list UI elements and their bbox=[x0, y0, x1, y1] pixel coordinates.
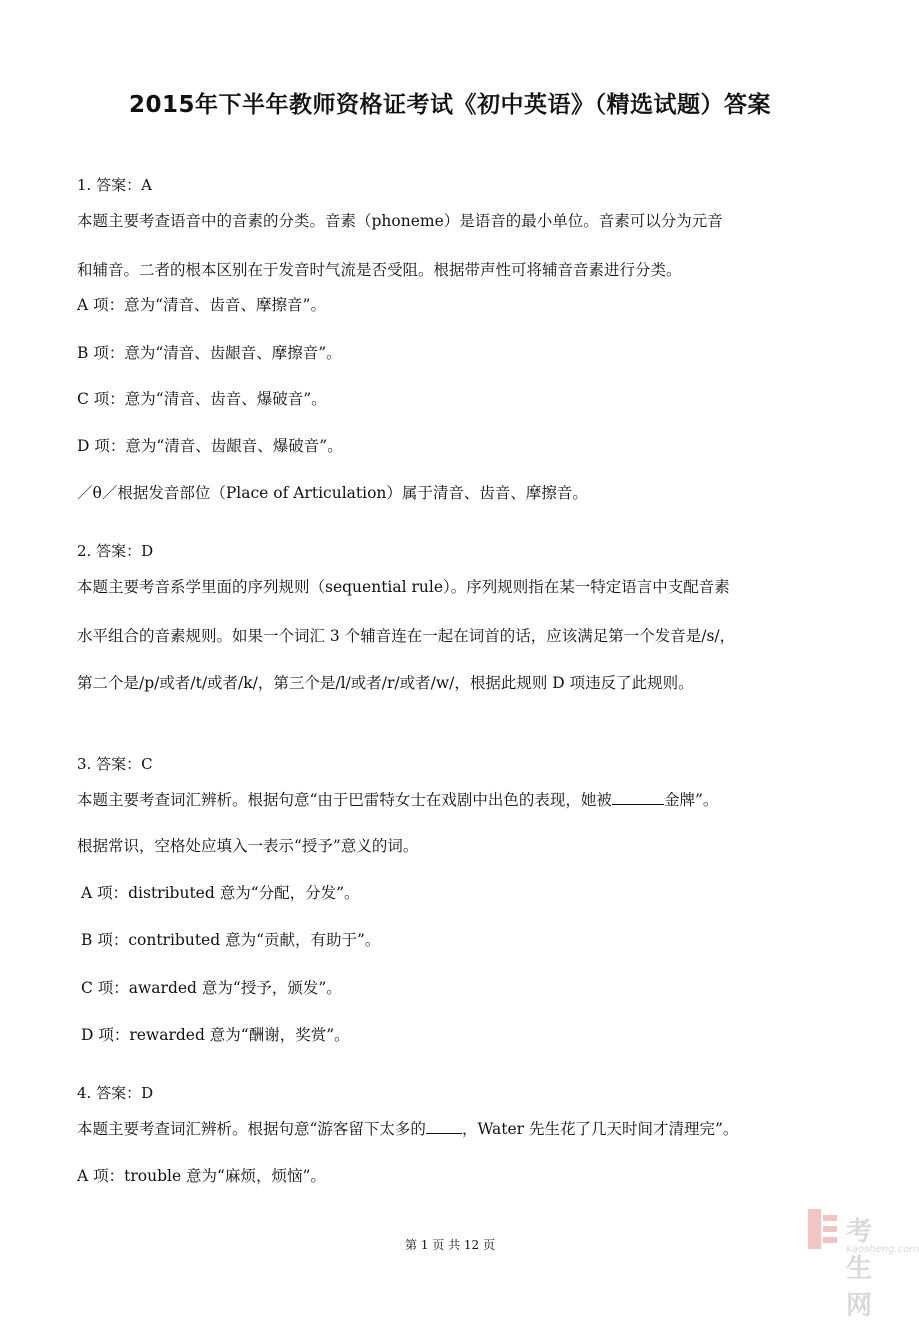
fill-blank bbox=[612, 792, 664, 805]
q1-option-a: A 项：意为“清音、齿音、摩擦音”。 bbox=[77, 296, 326, 314]
q1-option-d: D 项：意为“清音、齿龈音、爆破音”。 bbox=[77, 437, 343, 455]
watermark-url: kaosheng.com bbox=[846, 1244, 919, 1255]
q2-answer-heading: 2. 答案：D bbox=[77, 542, 154, 560]
q3-option-d: D 项：rewarded 意为“酬谢，奖赏”。 bbox=[81, 1026, 350, 1044]
watermark-text: 考生网 bbox=[846, 1217, 874, 1321]
q3-option-c: C 项：awarded 意为“授予，颁发”。 bbox=[81, 979, 342, 997]
q3-sentence-end: 金牌”。 bbox=[663, 791, 719, 809]
q3-sentence-start: 本题主要考查词汇辨析。根据句意“由于巴雷特女士在戏剧中出色的表现，她被 bbox=[77, 791, 612, 809]
document-title: 2015年下半年教师资格证考试《初中英语》（精选试题）答案 bbox=[128, 92, 771, 118]
fill-blank bbox=[426, 1121, 462, 1134]
q4-answer-heading: 4. 答案：D bbox=[77, 1084, 154, 1102]
kaosheng-watermark bbox=[808, 1209, 919, 1321]
page-footer: 第 1 页 共 12 页 bbox=[405, 1238, 495, 1252]
q3-paragraph-line bbox=[77, 788, 718, 810]
q3-option-a: A 项：distributed 意为“分配，分发”。 bbox=[81, 884, 360, 902]
q1-option-b: B 项：意为“清音、齿龈音、摩擦音”。 bbox=[77, 344, 342, 362]
q3-answer-heading: 3. 答案：C bbox=[77, 755, 153, 773]
q3-option-b: B 项：contributed 意为“贡献，有助于”。 bbox=[81, 931, 381, 949]
q4-paragraph-line bbox=[77, 1117, 738, 1139]
q1-paragraph-line: 本题主要考查语音中的音素的分类。音素（phoneme）是语音的最小单位。音素可以分为元音 bbox=[77, 212, 723, 230]
q1-option-c: C 项：意为“清音、齿音、爆破音”。 bbox=[77, 390, 327, 408]
q2-paragraph-line: 本题主要考音系学里面的序列规则（sequential rule）。序列规则指在某一特定语言中支配音素 bbox=[77, 578, 730, 596]
q4-sentence-start: 本题主要考查词汇辨析。根据句意“游客留下太多的 bbox=[77, 1120, 426, 1138]
q1-paragraph-line: 和辅音。二者的根本区别在于发音时气流是否受阻。根据带声性可将辅音音素进行分类。 bbox=[77, 261, 682, 279]
q2-paragraph-line: 第二个是/p/或者/t/或者/k/，第三个是/l/或者/r/或者/w/，根据此规则 D 项违反了此规则。 bbox=[77, 674, 694, 692]
q1-answer-heading: 1. 答案：A bbox=[77, 176, 152, 194]
q4-option-a: A 项：trouble 意为“麻烦，烦恼”。 bbox=[77, 1167, 326, 1185]
q1-note: ／θ／根据发音部位（Place of Articulation）属于清音、齿音、摩擦音。 bbox=[77, 484, 588, 502]
q3-paragraph-line: 根据常识，空格处应填入一表示“授予”意义的词。 bbox=[77, 837, 419, 855]
q4-sentence-end: ，Water 先生花了几天时间才清理完”。 bbox=[461, 1120, 739, 1138]
kaosheng-logo-icon bbox=[808, 1209, 838, 1249]
q2-paragraph-line: 水平组合的音素规则。如果一个词汇 3 个辅音连在一起在词首的话，应该满足第一个发音是/s/， bbox=[77, 627, 736, 645]
